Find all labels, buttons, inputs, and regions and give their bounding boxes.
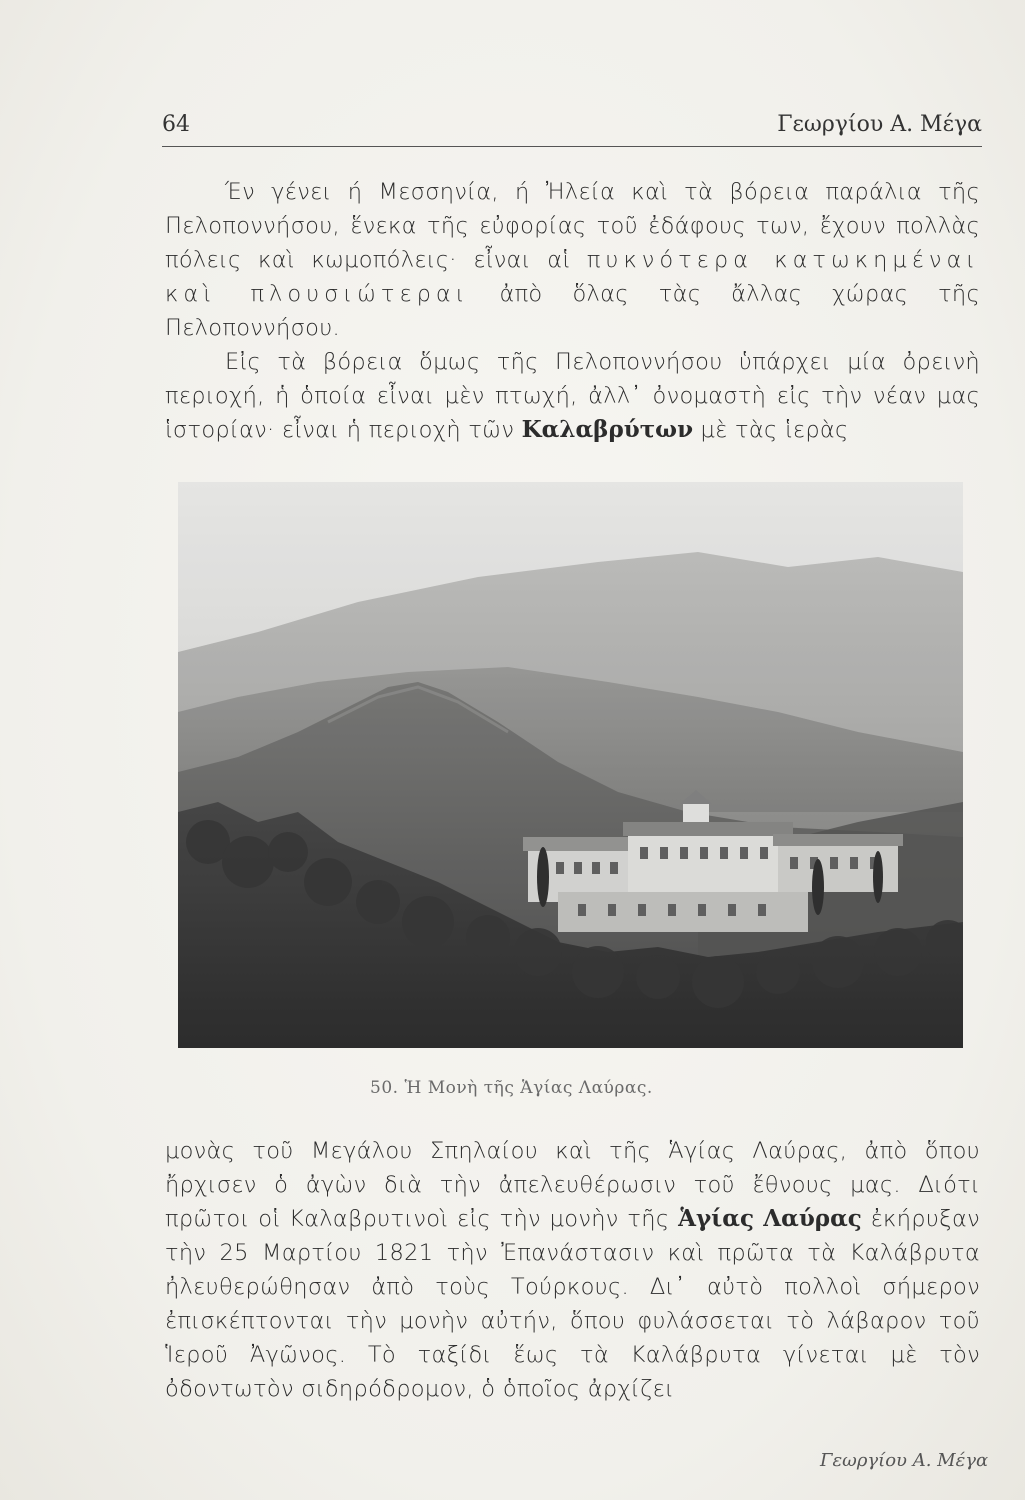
paragraph-3-text-b: ἐκήρυξαν τὴν 25 Μαρτίου 1821 τὴν Ἐπανάστασιν καὶ πρῶτα τὰ Καλάβρυτα ἠλευθερώθησαν ἀπὸ τοὺς Τούρκους. Δι᾽ αὐτὸ πολλοὶ σήμερον ἐπισκέπτονται τὴν μονὴν αὐτήν, ὅπου φυλάσσεται τὸ λάβαρον τοῦ Ἱεροῦ Ἀγῶνος. Τὸ ταξίδι ἕως τὰ Καλάβρυτα γίνεται μὲ τὸν ὀδοντωτὸν σιδηρόδρομον, ὁ ὁποῖος ἀρχίζει (165, 1206, 981, 1402)
paragraph-2-bold: Καλαβρύτων (521, 416, 694, 443)
paragraph-1-text-b: ἀπὸ ὅλας τὰς ἄλλας χώρας τῆς Πελοποννήσου. (165, 281, 980, 341)
monastery-photo (178, 482, 963, 1048)
footer-signature: Γεωργίου Α. Μέγα (820, 1450, 989, 1471)
paragraph-3-text-a: μονὰς τοῦ Μεγάλου Σπηλαίου καὶ τῆς Ἁγίας Λαύρας, ἀπὸ ὅπου ἤρχισεν ὁ ἀγὼν διὰ τὴν ἀπελευθέρωσιν τοῦ ἔθνους μας. Διότι πρῶτοι οἱ Καλαβρυτινοὶ εἰς τὴν μονὴν τῆς (165, 1138, 980, 1232)
paragraph-1-emphasis: πυκνότερα κατωκημέναι καὶ πλουσιώτεραι (165, 247, 980, 307)
header-rule (162, 146, 982, 147)
page-header (162, 108, 982, 144)
paragraph-1-text-a: Έν γένει ή Μεσσηνία, ή Ἠλεία καὶ τὰ βόρεια παράλια τῆς Πελοποννήσου, ἕνεκα τῆς εὐφορίας τοῦ ἐδάφους των, ἔχουν πολλὰς πόλεις καὶ κωμοπόλεις· εἶναι αἱ (165, 179, 980, 273)
photo-haze (178, 482, 963, 1048)
paragraph-2-text-b: μὲ τὰς ἱερὰς (700, 417, 849, 443)
paragraph-2-text-a: Εἰς τὰ βόρεια ὅμως τῆς Πελοποννήσου ὑπάρχει μία ὀρεινὴ περιοχή, ἡ ὁποία εἶναι μὲν πτωχή, ἀλλ᾽ ὀνομαστὴ εἰς τὴν νέαν μας ἱστορίαν· εἶναι ἡ περιοχὴ τῶν (165, 349, 980, 443)
paragraph-1 (165, 175, 980, 345)
paragraph-2 (165, 345, 980, 447)
running-head: Γεωργίου Α. Μέγα (777, 112, 982, 137)
monastery-photo-drawing (178, 482, 963, 1048)
page-number: 64 (162, 112, 190, 137)
paragraph-3-bold: Ἁγίας Λαύρας (678, 1205, 862, 1232)
paragraph-3 (165, 1134, 980, 1406)
figure-caption: 50. Ἡ Μονὴ τῆς Ἁγίας Λαύρας. (370, 1078, 653, 1098)
